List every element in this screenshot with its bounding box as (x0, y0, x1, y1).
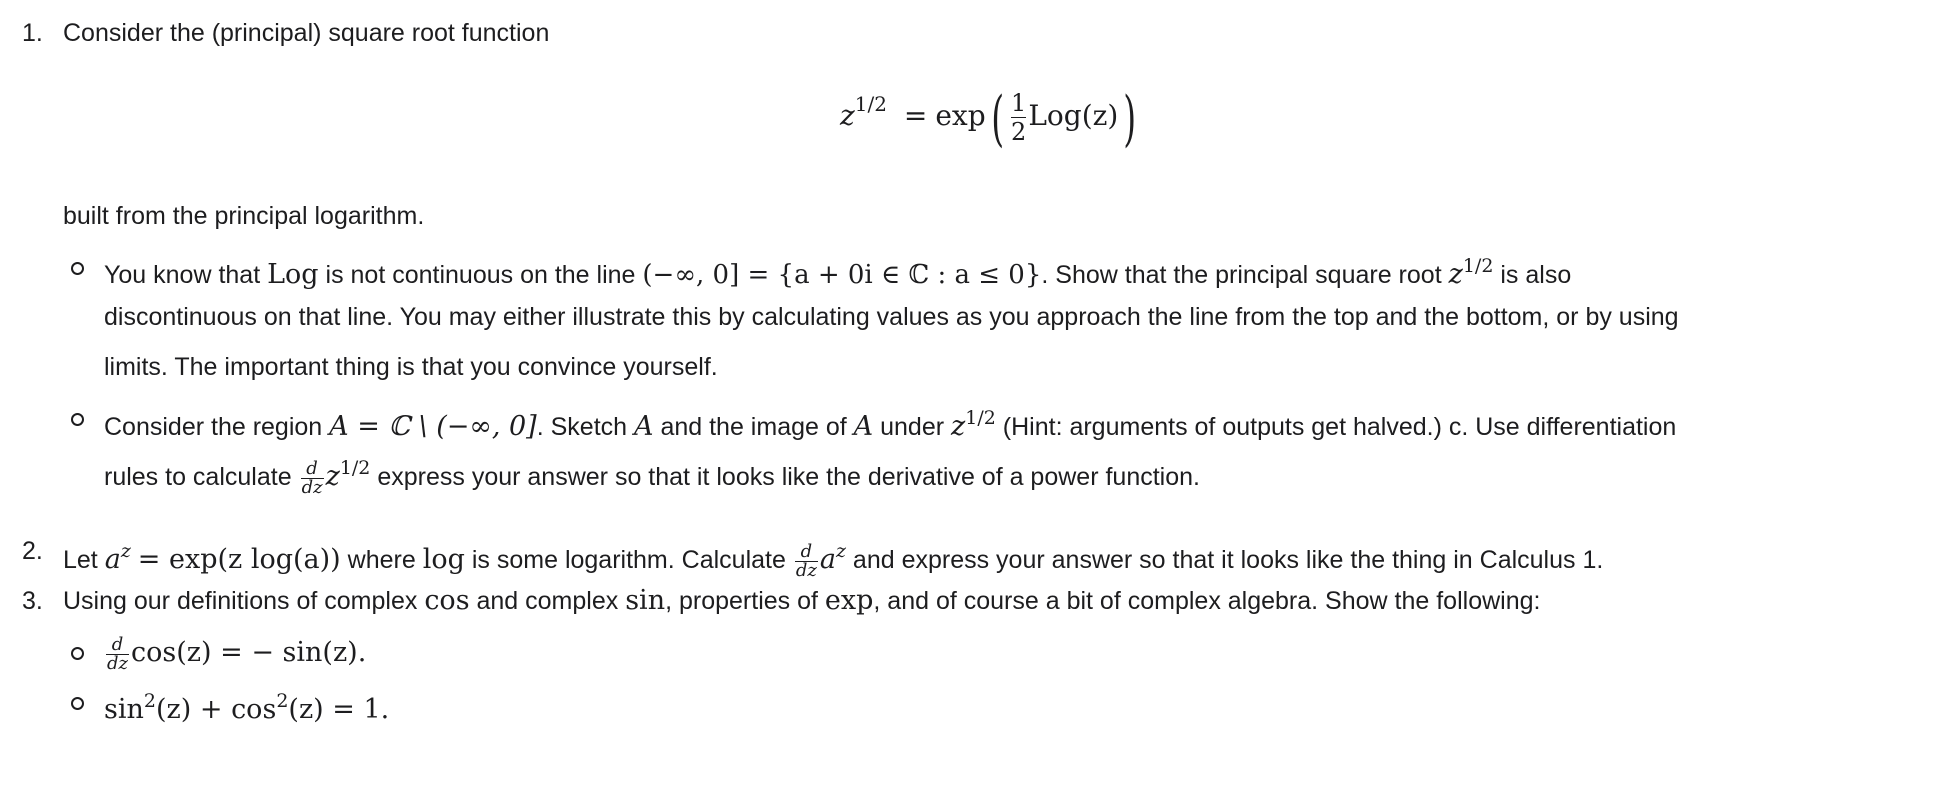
frac-num: d (800, 540, 813, 562)
bullet-1b-m2: A (634, 411, 654, 442)
formula-close-paren: ) (1123, 84, 1137, 154)
item-3-m2: sin (625, 585, 666, 616)
bullet-1a-t3: . Show that the principal square root (1041, 261, 1442, 289)
bullet-1a-m3-exp: 1/2 (1462, 255, 1494, 277)
bullet-1b-t4: under (880, 413, 945, 441)
bullet-marker (71, 647, 84, 660)
formula-frac-num: 1 (1011, 89, 1027, 117)
item-3b-p2: (z) + cos (155, 694, 277, 725)
item-2-t4: and express your answer so that it looks like the thing in Calculus 1. (852, 546, 1604, 574)
bullet-1b-t3: and the image of (660, 413, 847, 441)
item-2-t1: Let (63, 546, 98, 574)
item-3a (104, 636, 366, 673)
item-3-t3: , properties of (665, 587, 818, 615)
bullet-1a-m1: Log (267, 259, 319, 290)
bullet-1b-line2 (104, 453, 1200, 497)
item-3a-expr: cos(z) = − sin(z). (131, 637, 367, 669)
item-2-m1-base: a (104, 544, 121, 575)
bullet-1a-line1 (104, 251, 1571, 290)
bullet-1a-t1: You know that (104, 261, 261, 289)
item-2-m1-exp: z (120, 540, 131, 562)
item-2-m2: log (422, 544, 465, 575)
bullet-1b-m4-exp: 1/2 (965, 407, 996, 429)
bullet-1b-l2-exp: 1/2 (339, 457, 371, 479)
frac-num: d (111, 634, 124, 655)
bullet-1b-l2-t2: express your answer so that it looks like the derivative of a power function. (377, 463, 1200, 491)
item-3b-e1: 2 (143, 690, 156, 712)
display-formula (840, 84, 1142, 164)
item-2-m3-base: a (819, 544, 836, 575)
item-2-text (63, 536, 1603, 580)
bullet-1b-t1: Consider the region (104, 413, 323, 441)
derivative-frac (795, 540, 818, 581)
formula-open-paren: ( (990, 84, 1004, 154)
bullet-1b-l2-t1: rules to calculate (104, 463, 292, 491)
bullet-marker (71, 262, 84, 275)
item-2-m1-rest: = exp(z log(a)) (137, 544, 341, 575)
frac-den: dz (795, 559, 817, 581)
frac-num: d (306, 457, 318, 479)
item-1-intro: Consider the (principal) square root function (63, 19, 550, 47)
bullet-1a-m2: (−∞, 0] = {a + 0i ∈ ℂ : a ≤ 0} (642, 260, 1042, 290)
item-3b-p1: sin (104, 694, 144, 725)
item-3-t2: and complex (476, 587, 619, 615)
bullet-1a-line2: discontinuous on that line. You may either illustrate this by calculating values as you approach the line from the top and the bottom, or by using (104, 303, 1679, 331)
derivative-frac (301, 457, 324, 498)
item-3-number: 3. (22, 587, 43, 615)
bullet-1a-t4: is also (1500, 261, 1572, 289)
formula-eq: = (903, 99, 928, 132)
bullet-1b-line1 (104, 403, 1676, 442)
bullet-1a-line3: limits. The important thing is that you convince yourself. (104, 353, 718, 381)
item-1-after: built from the principal logarithm. (63, 202, 425, 230)
formula-func: exp (935, 99, 986, 132)
bullet-marker (71, 697, 84, 710)
derivative-frac (106, 636, 129, 673)
item-3-m1: cos (424, 585, 470, 616)
bullet-1a-m3-base: z (1448, 259, 1463, 290)
formula-lhs-exp: 1/2 (854, 92, 887, 116)
formula-frac-den: 2 (1011, 118, 1027, 146)
bullet-marker (71, 413, 84, 426)
item-2-number: 2. (22, 537, 43, 565)
item-3b (104, 686, 389, 725)
formula-half-frac (1011, 89, 1026, 146)
bullet-1b-l2-base: z (325, 461, 340, 492)
formula-lhs-base: z (840, 99, 855, 132)
bullet-1a-t2: is not continuous on the line (325, 261, 636, 289)
bullet-1b-m1: A = ℂ \ (−∞, 0] (329, 411, 537, 442)
item-2-m3-exp: z (835, 540, 846, 562)
bullet-1b-t2: . Sketch (536, 413, 628, 441)
frac-den: dz (301, 476, 323, 498)
frac-den: dz (107, 653, 129, 674)
bullet-1b-t5: (Hint: arguments of outputs get halved.) c. Use differentiation (1002, 413, 1677, 441)
item-3-t4: , and of course a bit of complex algebra. Show the following: (873, 587, 1541, 615)
bullet-1b-m4-base: z (951, 411, 966, 442)
item-2-t3: is some logarithm. Calculate (471, 546, 786, 574)
formula-inner: Log(z) (1028, 99, 1119, 132)
item-2-t2: where (347, 546, 416, 574)
item-3-t1: Using our definitions of complex (63, 587, 418, 615)
bullet-1b-m3: A (853, 411, 874, 442)
item-3b-e2: 2 (276, 690, 289, 712)
item-3b-p3: (z) = 1. (288, 694, 390, 725)
item-3-m3: exp (824, 585, 874, 616)
item-1-number: 1. (22, 19, 43, 47)
item-3-text (63, 586, 1540, 616)
